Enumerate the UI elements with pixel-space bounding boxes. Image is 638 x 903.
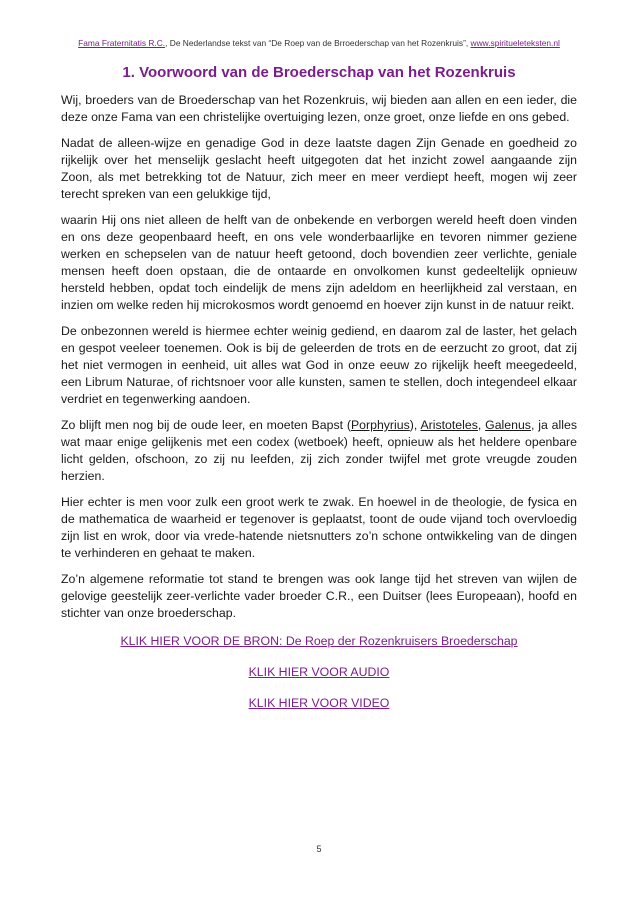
aristoteles-link[interactable]: Aristoteles xyxy=(420,417,478,432)
header-description: , De Nederlandse tekst van “De Roep van de Brroederschap van het Rozenkruis”, xyxy=(165,38,471,48)
p5-text-before: Zo blijft men nog bij de oude leer, en moeten Bapst ( xyxy=(61,417,351,432)
porphyrius-link[interactable]: Porphyrius xyxy=(350,417,410,432)
p5-separator-2: , xyxy=(477,417,486,432)
paragraph-reformation: Zo’n algemene reformatie tot stand te brengen was ook lange tijd het streven van wijlen de gelovige geestelijk zeer-verlichte vader broeder C.R., een Duitser (lees Europeaan), hoofd en stichter van onze broederschap. xyxy=(61,571,577,621)
document-body xyxy=(61,92,577,631)
paragraph-greeting: Wij, broeders van de Broederschap van het Rozenkruis, wij bieden aan allen en een ieder, die deze onze Fama van een christelijke overtuiging lezen, onze groet, onze liefde en ons gebed. xyxy=(61,93,577,125)
audio-link[interactable]: KLIK HIER VOOR AUDIO xyxy=(248,665,390,679)
paragraph-scholars: De onbezonnen wereld is hiermee echter weinig gediend, en daarom zal de laster, het gelach en gespot veeleer toenemen. Ook is bij de geleerden de trots en de eerzucht zo groot, dat zij het niet vermogen in eenheid, uit alles wat God in onze eeuw zo rijkelijk heeft meegedeeld, een Librum Naturae, of richtsnoer voor alle kunsten, samen te stellen, doch integendeel elkaar verdriet en tegenwerking aandoen. xyxy=(61,323,577,407)
header-website-link[interactable]: www.spiritueleteksten.nl xyxy=(470,38,560,48)
header-source-link[interactable]: Fama Fraternitatis R.C. xyxy=(78,38,166,48)
p5-separator-1: ), xyxy=(409,417,421,432)
paragraph-discovery: waarin Hij ons niet alleen de helft van de onbekende en verborgen wereld heeft doen vinden en ons deze geopenbaard heeft, en ons vele wonderbaarlijke en tevoren nimmer geziene werken en schepselen van de natuur heeft getoond, doch bovendien zeer verlichte, geniale mensen heeft doen opstaan, die de ontaarde en onvolkomen kunst gedeeltelijk opnieuw hersteld hebben, opdat toch eindelijk de mens zijn adeldom en heerlijkheid zal verstaan, en inzien om welke reden hij microkosmos wordt genoemd en hoever zijn kunst in de natuur reikt. xyxy=(61,212,577,313)
paragraph-old-doctrine xyxy=(61,417,577,485)
page-title: 1. Voorwoord van de Broederschap van het Rozenkruis xyxy=(122,64,516,81)
page-number: 5 xyxy=(316,844,322,854)
source-link[interactable]: KLIK HIER VOOR DE BRON: De Roep der Rozenkruisers Broederschap xyxy=(120,634,518,648)
page-header xyxy=(0,38,638,48)
paragraph-grace: Nadat de alleen-wijze en genadige God in deze laatste dagen Zijn Genade en goedheid zo rijkelijk over het menselijk geslacht heeft uitgegoten dat het inzicht zowel aangaande zijn Zoon, als met betrekking tot de Natuur, zich meer en meer verdiept heeft, mogen wij zeer terecht spreken van een gelukkige tijd, xyxy=(61,135,577,202)
paragraph-weakness: Hier echter is men voor zulk een groot werk te zwak. En hoewel in de theologie, de fysica en de mathematica de waarheid er tegenover is geplaatst, toont de oude vijand toch overvloedig zijn list en wrok, door via vrede-hatende nietsnutters zo’n schone ontwikkeling van de dingen te verhinderen en gehaat te maken. xyxy=(61,494,577,561)
galenus-link[interactable]: Galenus xyxy=(485,417,531,432)
p5-text-after: , ja alles wat maar enige gelijkenis met een codex (wetboek) heeft, opnieuw als het heldere openbare licht gelden, ofschoon, zo zij nu leefden, zij zich zonder twijfel met grote vreugde zouden herzien. xyxy=(61,417,577,484)
video-link[interactable]: KLIK HIER VOOR VIDEO xyxy=(248,696,390,710)
